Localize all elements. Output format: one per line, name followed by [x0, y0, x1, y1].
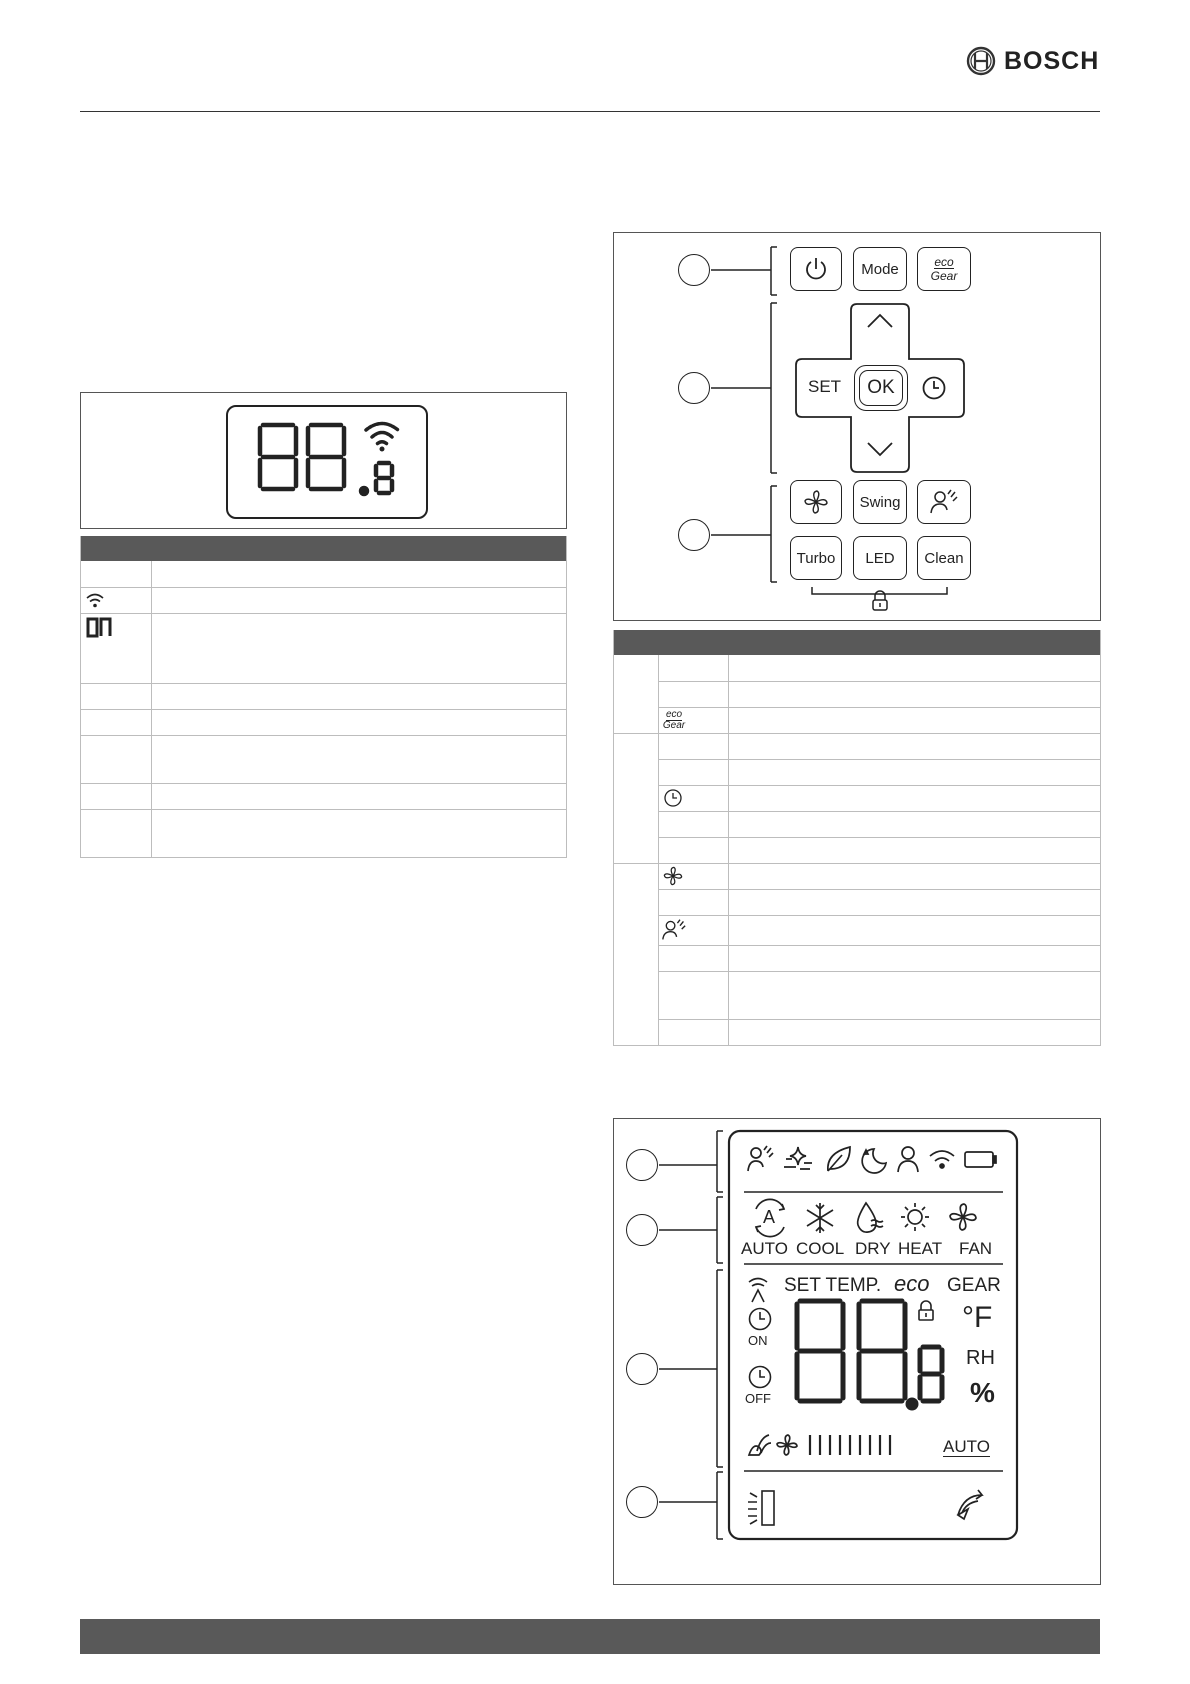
- fan-button[interactable]: [790, 480, 842, 524]
- decimal-point: [908, 1400, 916, 1408]
- table-row: [81, 613, 567, 683]
- lcd-figure: [613, 1118, 1101, 1585]
- fan-auto-label: AUTO: [943, 1437, 990, 1456]
- table-row: [614, 945, 1101, 971]
- mode-button[interactable]: [853, 247, 907, 291]
- mode-heat-label: HEAT: [898, 1239, 943, 1258]
- auto-mode-glyph: A: [763, 1207, 776, 1227]
- table-row: [614, 681, 1101, 707]
- table-row: [614, 707, 1101, 733]
- table-row: [81, 783, 567, 809]
- lock-icon: [870, 590, 890, 612]
- callout-4: [626, 1486, 658, 1518]
- fan-icon: [662, 865, 684, 887]
- timer-on-label: ON: [748, 1333, 768, 1348]
- ok-label: OK: [867, 377, 895, 398]
- eco-gear-button[interactable]: [917, 247, 971, 291]
- table-row: [614, 837, 1101, 863]
- callout-1: [678, 254, 710, 286]
- header-rule: [80, 111, 1100, 112]
- person-wind-icon: [661, 918, 687, 942]
- bosch-logo: [966, 44, 1100, 78]
- set-temp-label: SET TEMP.: [784, 1275, 882, 1296]
- led-label: LED: [865, 549, 895, 567]
- eco-gear-icon: [661, 710, 687, 731]
- person-wind-icon: [929, 488, 959, 516]
- table-row: [614, 889, 1101, 915]
- clean-label: Clean: [924, 549, 964, 567]
- table-row: [614, 655, 1101, 681]
- table-row: [614, 759, 1101, 785]
- power-button[interactable]: [790, 247, 842, 291]
- mode-cool-label: COOL: [796, 1239, 845, 1258]
- rh-label: RH: [966, 1347, 995, 1369]
- callout-3: [626, 1353, 658, 1385]
- table-row: [614, 971, 1101, 1019]
- unit-f-label: °F: [962, 1301, 993, 1334]
- wifi-icon: [85, 591, 105, 609]
- swing-label: Swing: [859, 493, 901, 511]
- eco-gear-icon-bottom: Gear: [662, 719, 686, 731]
- timer-icon: [663, 788, 683, 808]
- eco-gear-icon-top: eco: [665, 708, 683, 720]
- clean-button[interactable]: [917, 536, 971, 580]
- mode-button-label: Mode: [861, 260, 899, 278]
- decimal-point: [361, 488, 367, 494]
- table-row: [614, 811, 1101, 837]
- gear-label: GEAR: [947, 1275, 1001, 1296]
- table-row: [614, 733, 1101, 759]
- lcd-mode-labels: [741, 1239, 1011, 1261]
- fan-icon: [802, 488, 830, 516]
- unit-display-table: [80, 536, 567, 858]
- table-header: [614, 630, 1101, 655]
- remote-figure: [613, 232, 1101, 621]
- person-wind-button[interactable]: [917, 480, 971, 524]
- table-row: [81, 709, 567, 735]
- set-button[interactable]: SET: [808, 377, 842, 396]
- turbo-button[interactable]: [790, 536, 842, 580]
- table-row: [81, 809, 567, 857]
- table-row: [614, 1019, 1101, 1045]
- mode-dry-label: DRY: [855, 1239, 891, 1258]
- table-row: [81, 735, 567, 783]
- power-icon: [803, 256, 829, 282]
- table-row: [614, 863, 1101, 889]
- wifi-icon: [363, 419, 401, 453]
- footer-bar: [80, 1619, 1100, 1654]
- mode-auto-label: AUTO: [741, 1239, 788, 1258]
- eco-label: eco: [934, 254, 954, 269]
- percent-label: %: [970, 1377, 995, 1408]
- timer-icon[interactable]: [921, 375, 947, 401]
- callout-3: [678, 519, 710, 551]
- unit-display-figure: [80, 392, 567, 529]
- timer-off-label: OFF: [745, 1391, 771, 1406]
- table-header: [81, 536, 567, 561]
- table-row: [614, 915, 1101, 945]
- brand-name: BOSCH: [1004, 46, 1100, 75]
- chevron-down-icon[interactable]: [866, 439, 894, 459]
- lcd-diagram: [614, 1119, 1102, 1586]
- table-row: [614, 785, 1101, 811]
- callout-1: [626, 1149, 658, 1181]
- on-icon: [86, 617, 112, 639]
- turbo-label: Turbo: [796, 549, 836, 567]
- led-button[interactable]: [853, 536, 907, 580]
- table-row: [81, 683, 567, 709]
- gear-label: Gear: [930, 268, 958, 283]
- chevron-up-icon[interactable]: [866, 311, 894, 331]
- table-row: [81, 587, 567, 613]
- callout-2: [626, 1214, 658, 1246]
- callout-2: [678, 372, 710, 404]
- ok-button[interactable]: [854, 365, 908, 411]
- remote-table: [613, 630, 1101, 1046]
- bosch-armature-icon: [966, 46, 996, 76]
- eco-label: eco: [894, 1271, 930, 1296]
- swing-button[interactable]: [853, 480, 907, 524]
- table-row: [81, 561, 567, 587]
- mode-fan-label: FAN: [959, 1239, 993, 1258]
